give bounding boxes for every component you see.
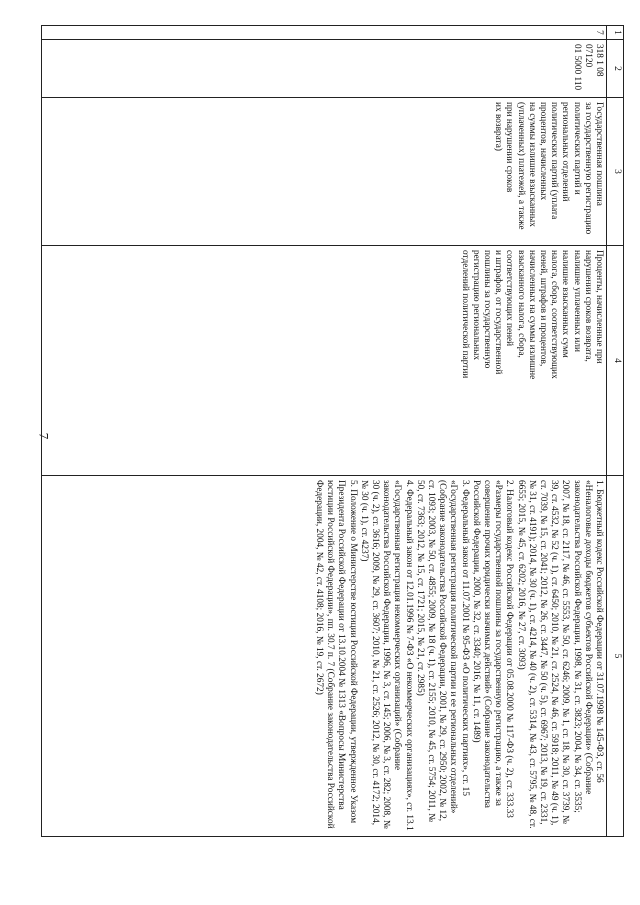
header-col-2: 2 — [607, 40, 624, 98]
row-index: 7 — [42, 26, 607, 40]
header-col-1: 1 — [607, 26, 624, 40]
header-col-4: 4 — [607, 246, 624, 476]
table-row — [42, 26, 607, 837]
document-frame — [41, 25, 624, 837]
table-header-row — [607, 26, 624, 837]
rotated-table-wrapper — [41, 25, 624, 837]
revenue-description: Проценты, начисленные при нарушении сроков возврата, налишне уплаченных или налишне взысканных сумм налога, сбора, соответствующих пеней, штрафов и процентов, начисленных на суммы излишне взысканного налога, сбора, соответствующих пеней и штрафов, от государственной пошлины за государственную регистрацию региональных отделений политической партии — [42, 246, 607, 476]
revenue-codes-table — [41, 25, 624, 837]
revenue-name: Государственная пошлина за государственную регистрацию политических партий и региональных отделений политических партий (уплата процентов, начисленных на суммы излишне взысканных (уплаченных) платежей, а также при нарушении сроков их возврата) — [42, 98, 607, 246]
header-col-3: 3 — [607, 98, 624, 246]
revenue-code: 318 1 08 07120 01 5000 110 — [42, 40, 607, 98]
page-number: 7 — [36, 432, 52, 440]
legal-basis: 1. Бюджетный кодекс Российской Федерации от 31.07.1998 № 145-ФЗ, ст. 56 «Неналоговые доходы бюджетов субъектов Российской Федерации» (Собрание законодательства Российской Федерации, 1998, № 31, ст. 3823; 2004, № 34, ст. 3535; 2007, № 18, ст. 2117, № 46, ст. 5553, № 50, ст. 6246; 2009, № 1, ст. 18, № 30, ст. 3739, № 39, ст. 4532, № 52 (ч. 1), ст. 6450; 2010, № 21, ст. 2524, № 46, ст. 5918; 2011, № 49 (ч. 1), ст. 7039, № 15, ст. 2041; 2012, № 26, ст. 3447, № 50 (ч. 5), ст. 6967; 2013, № 19, ст. 2331, № 31, ст. 4191); 2014, № 30 (ч. 1), ст. 4214, № 40 (ч. 2), ст. 5314, № 43, ст. 5795, № 48, ст. 6655; 2015, № 45, ст. 6202; 2016, № 27, ст. 3093) 2. Налоговый кодекс Российской Федерации от 05.08.2000 № 117-ФЗ (ч. 2), ст. 333.33 «Размеры государственной пошлины за государственную регистрацию, а также за совершение прочих юридически значимых действий» (Собрание законодательства Российской Федерации, 2000, № 32, ст. 3340; 2016, № 11, ст. 1489) 3. Федеральный закон от 11.07.2001 № 95-ФЗ «О политических партиях», ст. 15 «Государственная регистрация политической партии и ее региональных отделений» (Собрание законодательства Российской Федерации, 2001, № 29, ст. 2950; 2002, № 12, ст. 1093; 2003, № 50, ст. 4855; 2009, № 18 (ч. 1), ст. 2155; 2010, № 45, ст. 5754; 2011, № 50, ст. 7363; 2012, № 15, ст. 1721; 2015, № 21, ст. 2985) 4. Федеральный закон от 12.01.1996 № 7-ФЗ «О некоммерческих организациях», ст. 13.1 «Государственная регистрация некоммерческих организаций» (Собрание законодательства Российской Федерации, 1996, № 3, ст. 145; 2006, № 3, ст. 282; 2008, № 30 (ч. 2), ст. 3616; 2009, № 29, ст. 3607; 2010, № 21, ст. 2526; 2012, № 30, ст. 4172; 2014, № 30 (ч. 1), ст. 4237) 5. Положение о Министерстве юстиции Российской Федерации, утвержденное Указом Президента Российской Федерации от 13.10.2004 № 1313 «Вопросы Министерства юстиции Российской Федерации», пп. 30.7 п. 7 (Собрание законодательства Российской Федерации, 2004, № 42, ст. 4108; 2016, № 19, ст. 2672) — [42, 476, 607, 837]
header-col-5: 5 — [607, 476, 624, 837]
